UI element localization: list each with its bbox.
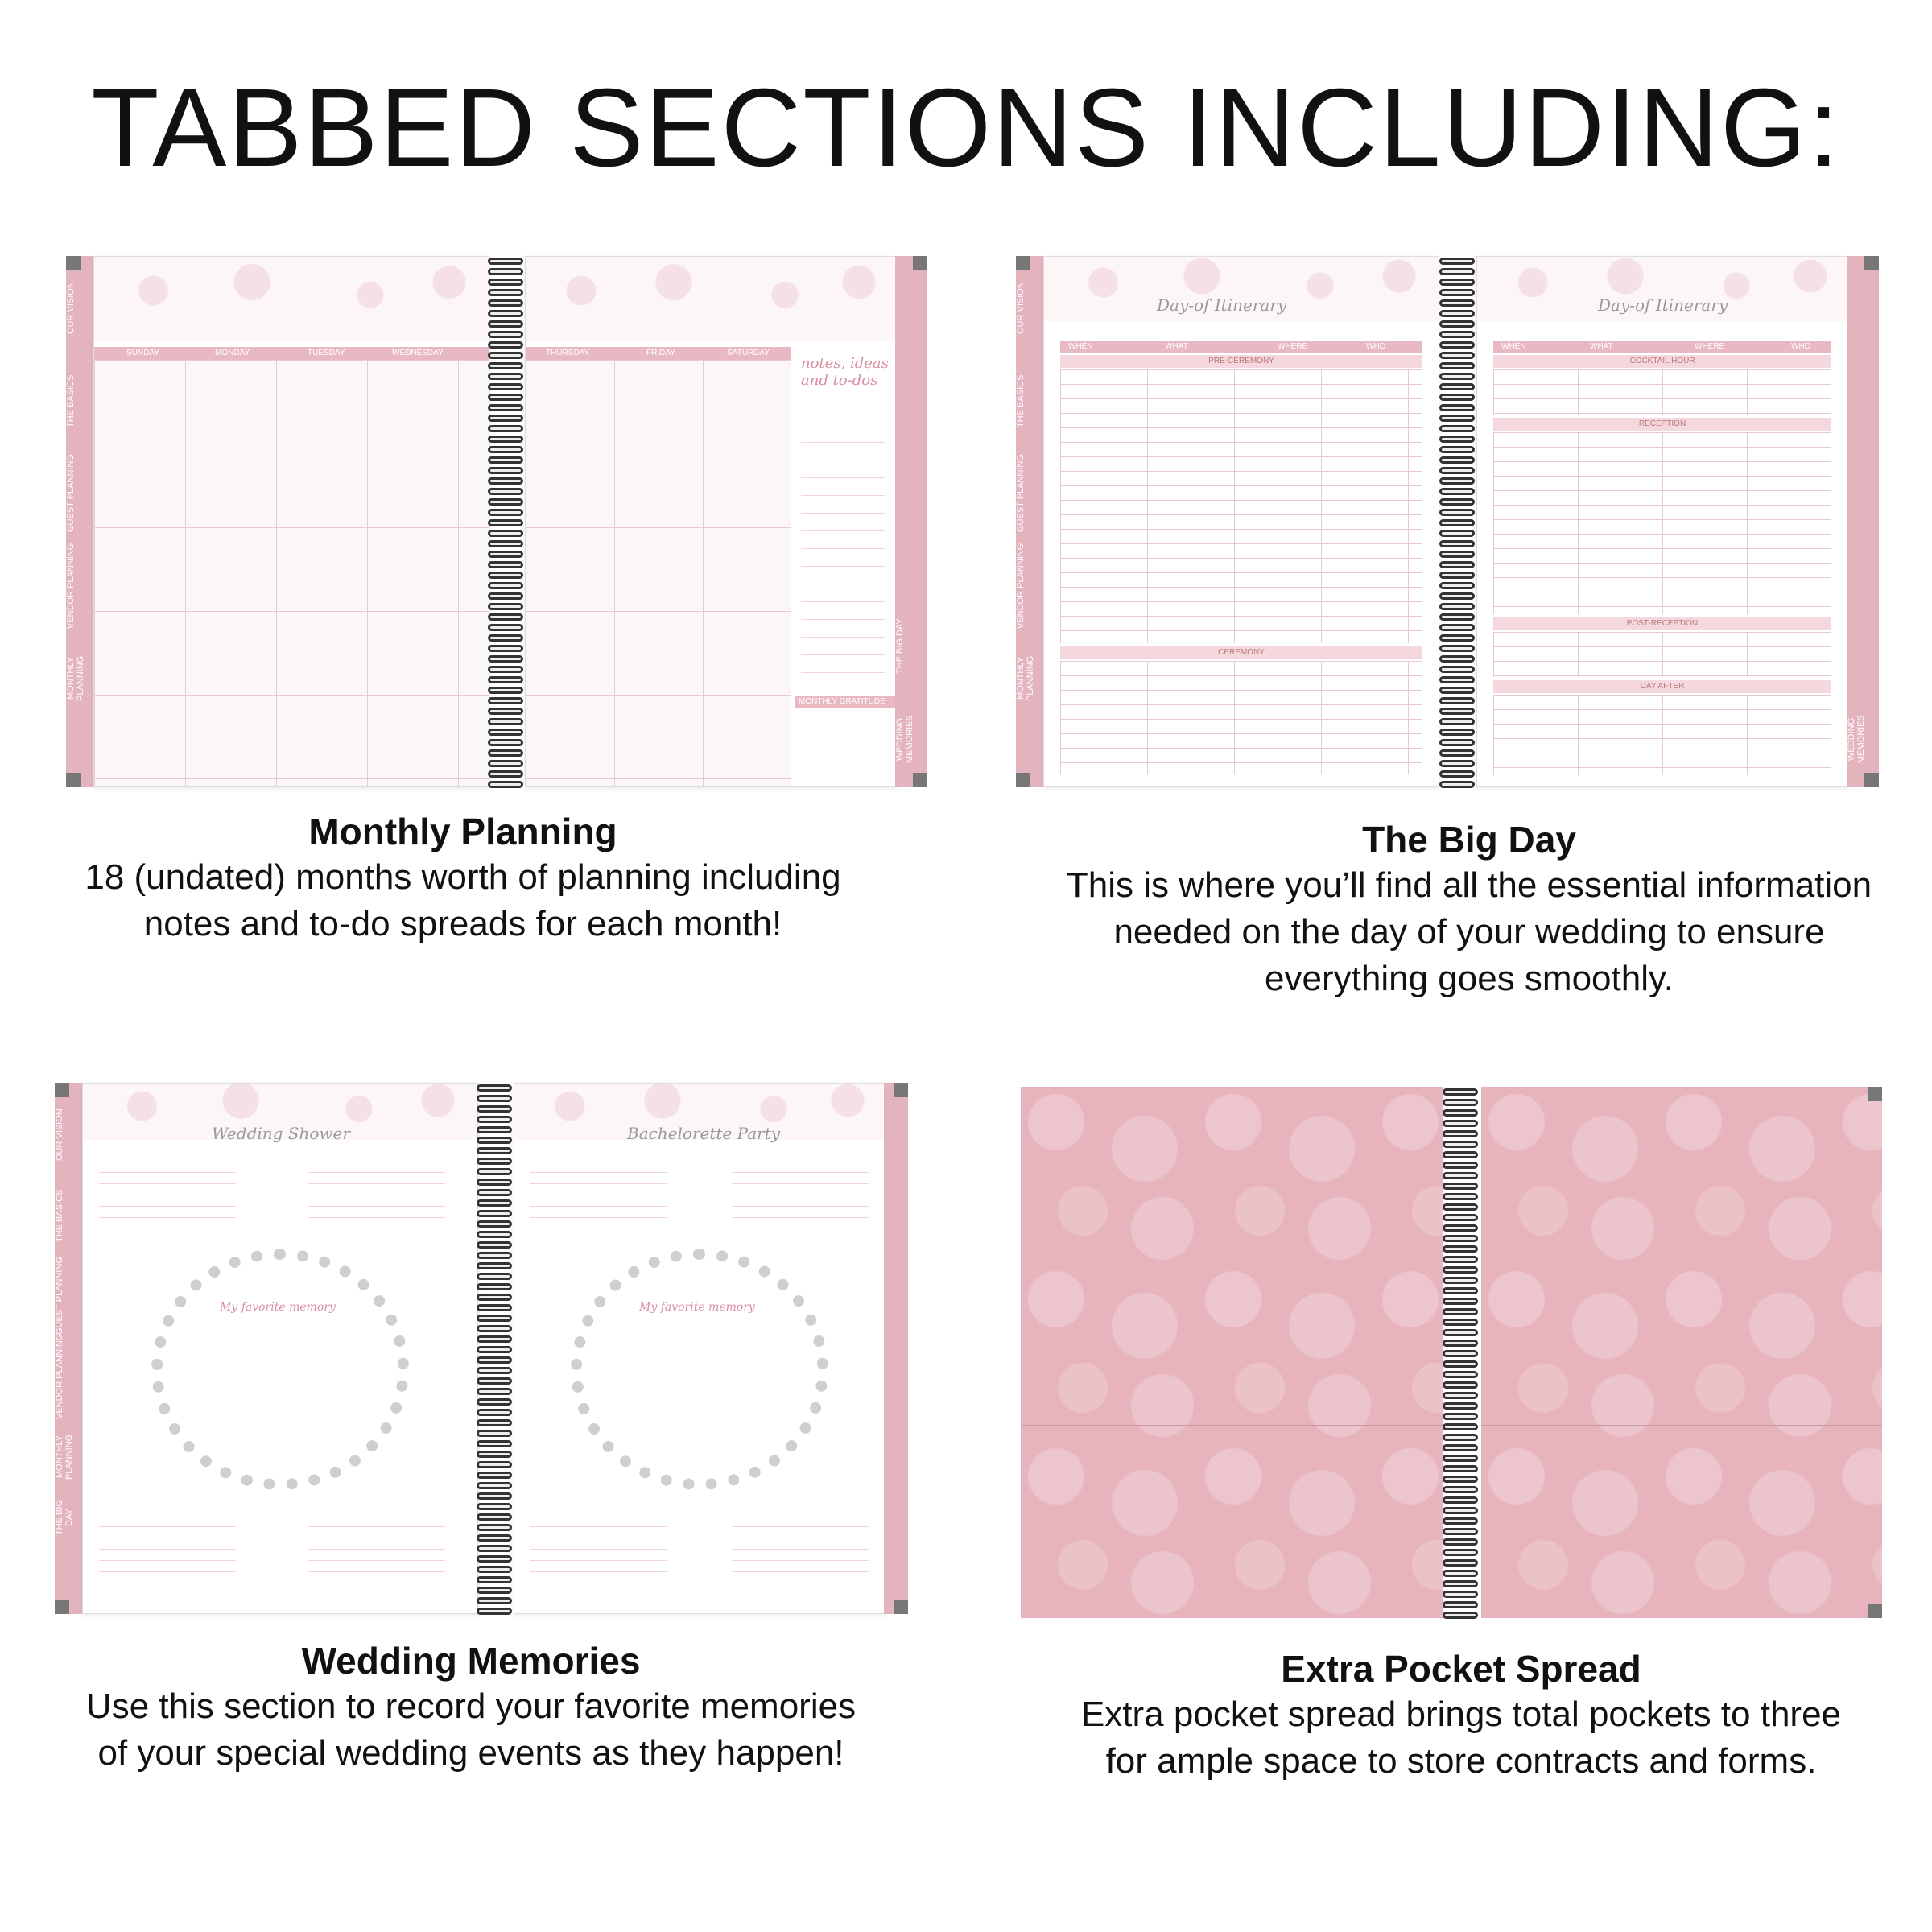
spiral-ring [477,1304,512,1311]
monthly-gratitude: MONTHLY GRATITUDE [795,696,895,708]
spiral-ring [488,404,523,411]
spiral-ring [1439,310,1475,317]
spiral-ring [488,268,523,275]
caption-line: for ample space to store contracts and forms. [1105,1741,1817,1781]
spiral-ring [1443,1088,1478,1096]
spiral-ring [488,572,523,579]
spiral-ring [477,1597,512,1604]
spiral-ring [488,655,523,663]
spiral-ring [1443,1298,1478,1305]
section-tabs-left [1016,256,1043,787]
day-saturday: SATURDAY [727,349,770,357]
monthly-planning-image [66,256,927,787]
spiral-ring [1443,1162,1478,1169]
spiral-ring [1443,1277,1478,1284]
spiral-ring [488,446,523,453]
left-page [93,256,489,787]
spiral-ring [488,258,523,265]
caption-title: The Big Day [1362,819,1576,861]
spiral-ring [477,1168,512,1175]
spiral-ring [1439,697,1475,704]
spiral-ring [488,592,523,600]
spiral-ring [477,1116,512,1123]
left-page [1043,256,1439,787]
tab-the-basics: THE BASICS [66,374,76,427]
spiral-ring [488,708,523,715]
spiral-ring [1439,394,1475,401]
spiral-ring [1443,1392,1478,1399]
spiral-ring [488,624,523,631]
spiral-ring [477,1388,512,1395]
spiral-ring [477,1137,512,1144]
spiral-binding [473,1076,515,1620]
spiral-ring [1439,770,1475,778]
spiral-ring [477,1576,512,1583]
spiral-ring [488,613,523,621]
spiral-ring [1443,1308,1478,1315]
spiral-binding [485,250,526,794]
spiral-ring [1439,572,1475,579]
itinerary-title: Day-of Itinerary [1157,295,1287,315]
spiral-ring [477,1210,512,1217]
spiral-ring [1439,603,1475,610]
spiral-ring [488,341,523,349]
spiral-ring [1443,1507,1478,1514]
spiral-ring [1443,1193,1478,1200]
spiral-ring [488,729,523,736]
spiral-ring [477,1346,512,1353]
tab-the-big-day: THE BIG DAY [55,1500,74,1536]
spiral-ring [488,530,523,537]
section-cocktail-hour: COCKTAIL HOUR [1493,355,1831,368]
spiral-ring [1439,676,1475,683]
caption-line: This is where you’ll find all the essential information [1066,865,1872,905]
tab-vendor-planning: VENDOR PLANNING [1016,543,1026,630]
spiral-ring [477,1534,512,1542]
spiral-ring [488,279,523,286]
tab-guest-planning: GUEST PLANNING [55,1257,64,1335]
spiral-ring [477,1315,512,1322]
big-day-caption [1006,817,1932,1002]
spiral-ring [488,551,523,558]
spiral-ring [488,634,523,642]
favorite-memory-label: My favorite memory [220,1301,336,1314]
spiral-ring [477,1367,512,1374]
tab-the-basics: THE BASICS [1016,374,1026,427]
spiral-ring [1439,341,1475,349]
spiral-ring [477,1179,512,1186]
spiral-ring [1439,634,1475,642]
caption-title: Extra Pocket Spread [1281,1648,1641,1690]
col-when: WHEN [1501,342,1526,351]
spiral-ring [1439,404,1475,411]
spiral-ring [477,1294,512,1301]
spiral-ring [1443,1329,1478,1336]
tab-our-vision: OUR VISION [66,282,76,335]
spiral-ring [1439,530,1475,537]
spiral-ring [1443,1256,1478,1263]
spiral-ring [488,561,523,568]
spiral-ring [477,1492,512,1500]
caption-line: needed on the day of your wedding to ensure [1113,912,1825,952]
tab-guest-planning: GUEST PLANNING [1016,454,1026,533]
spiral-ring [1439,415,1475,422]
spiral-ring [1439,519,1475,526]
spiral-ring [477,1503,512,1510]
spiral-ring [1443,1455,1478,1462]
spiral-ring [1439,718,1475,725]
spiral-ring [1443,1245,1478,1253]
spiral-binding [1439,1080,1481,1624]
spiral-ring [477,1524,512,1531]
spiral-ring [1443,1350,1478,1357]
caption-title: Monthly Planning [308,811,617,852]
day-monday: MONDAY [215,349,250,357]
tab-monthly-planning: MONTHLY PLANNING [66,655,85,702]
favorite-memory-label: My favorite memory [639,1301,755,1314]
spiral-ring [1439,289,1475,296]
spiral-ring [1439,279,1475,286]
spiral-ring [488,540,523,547]
tab-the-basics: THE BASICS [55,1189,64,1242]
section-tabs-left [66,256,93,787]
spiral-ring [1443,1381,1478,1389]
spiral-ring [477,1199,512,1207]
day-thursday: THURSDAY [546,349,590,357]
spiral-ring [477,1231,512,1238]
spiral-ring [477,1409,512,1416]
spiral-ring [1443,1183,1478,1190]
spiral-ring [488,582,523,589]
spiral-ring [1443,1319,1478,1326]
spiral-ring [1443,1340,1478,1347]
wedding-memories-image [55,1083,916,1614]
spiral-ring [1439,477,1475,485]
spiral-ring [477,1147,512,1154]
tab-vendor-planning: VENDOR PLANNING [66,543,76,630]
spiral-ring [1439,498,1475,506]
spiral-ring [488,425,523,432]
spiral-ring [1443,1371,1478,1378]
spiral-ring [488,509,523,516]
spiral-ring [477,1513,512,1521]
section-pre-ceremony: PRE-CEREMONY [1060,355,1422,368]
spiral-ring [477,1545,512,1552]
spiral-ring [488,310,523,317]
day-wednesday: WEDNESDAY [392,349,444,357]
spiral-ring [488,415,523,422]
big-day-image [1016,256,1879,787]
spiral-ring [1439,655,1475,663]
spiral-ring [1439,708,1475,715]
spiral-ring [1443,1120,1478,1127]
spiral-ring [488,645,523,652]
spiral-ring [1443,1214,1478,1221]
section-ceremony: CEREMONY [1060,646,1422,659]
spiral-ring [1439,645,1475,652]
spiral-ring [1443,1235,1478,1242]
spiral-ring [1443,1109,1478,1117]
spiral-ring [488,666,523,673]
spiral-ring [488,456,523,464]
spiral-ring [1439,488,1475,495]
spiral-ring [488,781,523,788]
spiral-ring [1443,1172,1478,1179]
spiral-ring [1439,624,1475,631]
spiral-ring [477,1126,512,1133]
spiral-ring [477,1419,512,1426]
spiral-ring [1439,739,1475,746]
pocket-spread-image [1021,1087,1882,1618]
spiral-ring [488,299,523,307]
spiral-ring [1439,467,1475,474]
spiral-ring [1443,1580,1478,1587]
spiral-ring [1439,687,1475,694]
spiral-ring [477,1430,512,1437]
right-page [514,1083,886,1614]
caption-line: of your special wedding events as they happen! [97,1733,844,1773]
spiral-ring [1439,613,1475,621]
spiral-ring [1439,446,1475,453]
spiral-ring [1439,582,1475,589]
spiral-ring [1439,749,1475,757]
day-tuesday: TUESDAY [308,349,345,357]
spiral-ring [477,1461,512,1468]
spiral-ring [488,519,523,526]
spiral-ring [477,1252,512,1259]
spiral-ring [488,331,523,338]
spiral-ring [1439,299,1475,307]
monthly-planning-caption [0,809,926,947]
spiral-ring [1443,1141,1478,1148]
spiral-ring [1439,509,1475,516]
spiral-ring [488,467,523,474]
spiral-ring [488,488,523,495]
spiral-ring [1439,729,1475,736]
page-headline: TABBED SECTIONS INCLUDING: [91,66,1841,190]
spiral-ring [1443,1360,1478,1368]
spiral-ring [1439,352,1475,359]
col-what: WHAT [1590,342,1613,351]
spiral-ring [488,320,523,328]
spiral-ring [1439,456,1475,464]
spiral-ring [1439,551,1475,558]
spiral-ring [1443,1130,1478,1137]
spiral-ring [477,1189,512,1196]
spiral-ring [488,760,523,767]
spiral-ring [1439,373,1475,380]
tab-monthly-planning: MONTHLY PLANNING [1016,655,1035,702]
spiral-ring [477,1482,512,1489]
spiral-ring [1439,258,1475,265]
spiral-ring [1443,1266,1478,1274]
section-post-reception: POST-RECEPTION [1493,617,1831,630]
notes-ideas-todos: notes, ideas and to-dos [801,355,889,389]
spiral-ring [1443,1601,1478,1608]
caption-line: Extra pocket spread brings total pockets to three [1080,1695,1842,1734]
col-what: WHAT [1165,342,1188,351]
spiral-ring [1443,1528,1478,1535]
spiral-ring [1439,666,1475,673]
tab-guest-planning: GUEST PLANNING [66,454,76,533]
caption-line: Use this section to record your favorite memories [85,1686,857,1726]
spiral-ring [1439,592,1475,600]
spiral-ring [1439,540,1475,547]
section-day-after: DAY AFTER [1493,680,1831,693]
day-sunday: SUNDAY [126,349,159,357]
spiral-ring [477,1440,512,1447]
spiral-ring [477,1587,512,1594]
section-reception: RECEPTION [1493,418,1831,431]
spiral-ring [1439,320,1475,328]
spiral-ring [1443,1559,1478,1567]
spiral-ring [1443,1203,1478,1211]
spiral-ring [1443,1570,1478,1577]
section-tabs-right [1847,256,1879,787]
spiral-ring [477,1566,512,1573]
wedding-memories-caption [8,1638,934,1777]
day-friday: FRIDAY [646,349,675,357]
spiral-ring [477,1241,512,1249]
spiral-ring [477,1451,512,1458]
spiral-ring [477,1262,512,1269]
spiral-ring [1443,1549,1478,1556]
col-who: WHO [1791,342,1811,351]
right-page [1476,256,1848,787]
spiral-ring [1443,1413,1478,1420]
itinerary-title: Day-of Itinerary [1598,295,1728,315]
col-when: WHEN [1068,342,1093,351]
spiral-ring [477,1095,512,1102]
spiral-ring [488,749,523,757]
spiral-ring [1443,1612,1478,1619]
spiral-ring [1439,760,1475,767]
spiral-ring [477,1283,512,1290]
spiral-ring [1443,1224,1478,1232]
spiral-ring [477,1377,512,1385]
spiral-ring [488,498,523,506]
right-page [525,256,897,787]
spiral-ring [1443,1517,1478,1525]
tab-the-big-day: THE BIG DAY [895,618,905,675]
tab-wedding-memories: WEDDING MEMORIES [1847,715,1866,763]
spiral-ring [488,289,523,296]
spiral-ring [477,1325,512,1332]
spiral-ring [477,1472,512,1479]
section-tabs-left [55,1083,82,1614]
spiral-ring [1443,1496,1478,1504]
spiral-ring [488,676,523,683]
spiral-ring [488,383,523,390]
spiral-ring [488,362,523,369]
spiral-ring [1443,1402,1478,1410]
spiral-ring [1443,1591,1478,1598]
tab-our-vision: OUR VISION [1016,282,1026,335]
spiral-ring [1443,1444,1478,1451]
spiral-ring [488,394,523,401]
spiral-ring [1439,425,1475,432]
spiral-ring [488,436,523,443]
spiral-ring [477,1398,512,1406]
spiral-ring [477,1555,512,1563]
spiral-ring [477,1356,512,1364]
bachelorette-party-title: Bachelorette Party [627,1124,781,1143]
spiral-ring [1443,1538,1478,1546]
spiral-ring [1443,1423,1478,1430]
spiral-ring [488,603,523,610]
spiral-ring [477,1158,512,1165]
spiral-ring [477,1105,512,1113]
wedding-shower-title: Wedding Shower [212,1124,350,1143]
tab-our-vision: OUR VISION [55,1108,64,1162]
spiral-ring [488,739,523,746]
pocket-spread-caption [998,1646,1924,1785]
section-tabs-right [895,256,927,787]
spiral-ring [488,373,523,380]
spiral-ring [1443,1151,1478,1158]
spiral-ring [477,1084,512,1092]
spiral-ring [1439,383,1475,390]
spiral-ring [488,770,523,778]
spiral-ring [488,718,523,725]
spiral-ring [488,687,523,694]
spiral-ring [488,477,523,485]
spiral-ring [1439,561,1475,568]
spiral-ring [477,1335,512,1343]
spiral-ring [1443,1465,1478,1472]
tab-wedding-memories: WEDDING MEMORIES [895,715,914,763]
spiral-ring [1443,1486,1478,1493]
left-page [82,1083,478,1614]
spiral-ring [488,697,523,704]
spiral-ring [1439,436,1475,443]
spiral-ring [1439,268,1475,275]
caption-line: everything goes smoothly. [1265,959,1674,998]
spiral-ring [477,1220,512,1228]
spiral-ring [1443,1099,1478,1106]
caption-line: notes and to-do spreads for each month! [143,904,782,943]
spiral-ring [488,352,523,359]
spiral-ring [477,1608,512,1615]
tab-monthly-planning: MONTHLY PLANNING [55,1434,74,1480]
col-who: WHO [1366,342,1386,351]
spiral-ring [477,1273,512,1280]
spiral-ring [1439,362,1475,369]
spiral-ring [1443,1287,1478,1294]
tab-vendor-planning: VENDOR PLANNING [55,1333,64,1420]
caption-title: Wedding Memories [301,1640,641,1682]
spiral-binding [1436,250,1478,794]
col-where: WHERE [1278,342,1308,351]
caption-line: 18 (undated) months worth of planning including [85,857,841,897]
spiral-ring [1443,1476,1478,1483]
col-where: WHERE [1695,342,1725,351]
spiral-ring [1443,1434,1478,1441]
spiral-ring [1439,331,1475,338]
spiral-ring [1439,781,1475,788]
